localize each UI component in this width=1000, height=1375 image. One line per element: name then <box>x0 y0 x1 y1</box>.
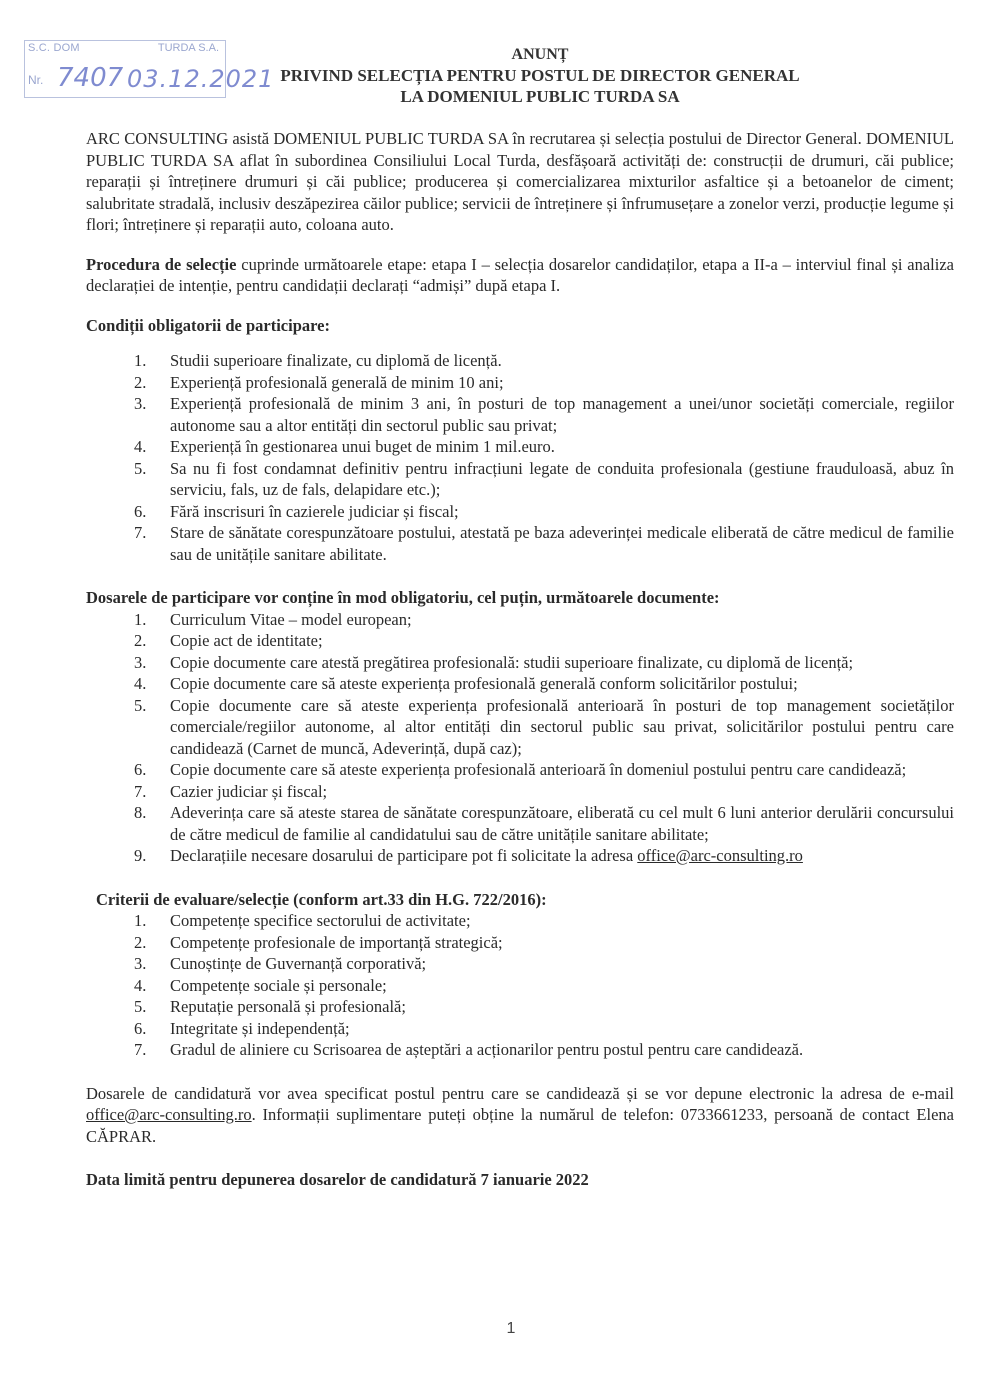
list-item <box>86 781 954 803</box>
list-item <box>86 609 954 631</box>
list-item <box>86 436 954 458</box>
announcement-subtitle: PRIVIND SELECȚIA PENTRU POSTUL DE DIRECTOR GENERAL <box>280 66 800 85</box>
stamp-number: 7407 <box>57 63 124 93</box>
item-text: Sa nu fi fost condamnat definitiv pentru infracțiuni legate de conduita profesionala (gestiune frauduloasă, abuz în serviciu, fals, uz de fals, delapidare etc.); <box>170 458 954 499</box>
list-item <box>86 695 954 760</box>
item-number: 9. <box>134 846 147 865</box>
item-number: 1. <box>134 609 147 629</box>
item-text: Stare de sănătate corespunzătoare postului, atestată pe baza adeverinței medicale eliberată de către medicul de familie sau de unitățile sanitare abilitate. <box>170 523 954 564</box>
conditions-heading: Condiții obligatorii de participare: <box>86 315 330 335</box>
list-item <box>86 652 954 674</box>
procedure-text: cuprinde următoarele etape: etapa I – selecția dosarelor candidaților, etapa a II-a – interviul final și analiza declarației de intenție, pentru candidații declarați “admiși” după etapa I. <box>86 254 954 295</box>
announcement-company: LA DOMENIUL PUBLIC TURDA SA <box>400 87 680 106</box>
stamp-nr-label: Nr. <box>28 73 44 87</box>
item-text: Reputație personală și profesională; <box>170 997 406 1016</box>
item-number: 4. <box>134 674 147 693</box>
list-item <box>86 1018 954 1040</box>
item-text: Experiență profesională generală de minim 10 ani; <box>170 372 504 392</box>
item-text: Cunoștințe de Guvernanță corporativă; <box>170 954 427 973</box>
item-number: 2. <box>134 372 147 392</box>
email-link[interactable]: office@arc-consulting.ro <box>86 1105 252 1124</box>
item-number: 1. <box>134 351 147 370</box>
item-number: 5. <box>134 997 147 1016</box>
item-number: 6. <box>134 1018 147 1038</box>
list-item <box>86 802 954 845</box>
item-text: Studii superioare finalizate, cu diplomă de licență. <box>170 351 502 370</box>
item-text: Copie documente care să ateste experiența profesională anterioară în posturi de top management societăților comerciale/regiilor autonome, al altor entități din sectorul public sau privat, solicitărilor postului pentru care candidează (Carnet de muncă, Adeverință, după caz); <box>170 695 954 758</box>
list-item <box>86 393 954 436</box>
criteria-list <box>86 910 954 1061</box>
item-text: Competențe specifice sectorului de activitate; <box>170 911 471 930</box>
item-text: Experiență profesională de minim 3 ani, în posturi de top management a unei/unor societăți comerciale, regiilor autonome sau a altor entități din sectorul public sau privat; <box>170 394 954 435</box>
page-number: 1 <box>506 1320 516 1337</box>
list-item <box>86 996 954 1018</box>
item-number: 4. <box>134 437 147 456</box>
item-number: 4. <box>134 975 147 995</box>
list-item <box>86 372 954 394</box>
list-item <box>86 501 954 523</box>
list-item <box>86 845 954 867</box>
document-body <box>86 128 954 1191</box>
item-number: 7. <box>134 523 147 542</box>
list-item <box>86 975 954 997</box>
item-number: 3. <box>134 394 147 413</box>
item-text: Adeverința care să ateste starea de sănătate corespunzătoare, eliberată cu cel mult 6 luni anterior derulării concursului de către medicul de familie al candidatului sau de către unitățile sanitare abilitate; <box>170 803 954 844</box>
list-item <box>86 458 954 501</box>
item-number: 1. <box>134 911 147 930</box>
list-item <box>86 673 954 695</box>
item-number: 8. <box>134 803 147 822</box>
list-item <box>86 1039 954 1061</box>
item-number: 3. <box>134 954 147 973</box>
item-text: Competențe profesionale de importanță strategică; <box>170 932 503 952</box>
item-text: Copie documente care atestă pregătirea profesională: studii superioare finalizate, cu diplomă de licență; <box>170 652 854 672</box>
item-number: 7. <box>134 1040 147 1059</box>
list-item <box>86 759 954 781</box>
item-text: Competențe sociale și personale; <box>170 975 387 995</box>
item-text: Experiență în gestionarea unui buget de minim 1 mil.euro. <box>170 437 555 456</box>
item-text: Curriculum Vitae – model european; <box>170 609 412 629</box>
item-text: Fără inscrisuri în cazierele judiciar și fiscal; <box>170 501 459 521</box>
item-text: Integritate și independență; <box>170 1018 350 1038</box>
item-number: 6. <box>134 501 147 521</box>
item-number: 2. <box>134 631 147 650</box>
item-text: Copie documente care să ateste experiența profesională anterioară în domeniul postului pentru care candidează; <box>170 760 907 779</box>
submission-paragraph <box>86 1083 954 1148</box>
submission-contact: . Informații suplimentare puteți obține la numărul de telefon: 0733661233, persoană de contact Elena CĂPRAR. <box>86 1105 954 1146</box>
list-item <box>86 522 954 565</box>
stamp-org-left: S.C. DOM <box>28 42 80 54</box>
list-item <box>86 953 954 975</box>
item-text: Declarațiile necesare dosarului de participare pot fi solicitate la adresa <box>170 846 638 865</box>
intro-paragraph: ARC CONSULTING asistă DOMENIUL PUBLIC TURDA SA în recrutarea și selecția postului de Director General. DOMENIUL PUBLIC TURDA SA aflat în subordinea Consiliului Local Turda, desfășoară activități de: construcții de drumuri, căi publice; reparații și întreținere drumuri și căi publice; producerea și comercializarea mixturilor asfaltice și a betoanelor de ciment; salubritate stradală, inclusiv deszăpezirea căilor publice; servicii de întreținere și înfrumusețare a zonelor verzi, producție legume și flori; întreținere și reparații auto, coloana auto. <box>86 129 954 234</box>
announcement-title: ANUNȚ <box>511 46 569 63</box>
procedure-label: Procedura de selecție <box>86 254 237 274</box>
item-number: 7. <box>134 781 147 801</box>
criteria-heading: Criterii de evaluare/selecție (conform art.33 din H.G. 722/2016): <box>96 889 547 909</box>
item-number: 5. <box>134 458 147 478</box>
item-text: Gradul de aliniere cu Scrisoarea de așteptări a acționarilor pentru postul pentru care candidează. <box>170 1040 804 1059</box>
email-link[interactable]: office@arc-consulting.ro <box>637 846 803 865</box>
list-item <box>86 932 954 954</box>
item-number: 3. <box>134 652 147 672</box>
documents-list <box>86 609 954 867</box>
stamp-date: 03.12.2021 <box>127 65 275 93</box>
list-item <box>86 350 954 372</box>
deadline-text: Data limită pentru depunerea dosarelor de candidatură 7 ianuarie 2022 <box>86 1170 589 1189</box>
item-number: 5. <box>134 695 147 715</box>
list-item <box>86 910 954 932</box>
list-item <box>86 630 954 652</box>
documents-heading: Dosarele de participare vor conține în mod obligatoriu, cel puțin, următoarele documente: <box>86 588 720 607</box>
conditions-list <box>86 350 954 565</box>
item-number: 6. <box>134 760 147 779</box>
item-text: Copie act de identitate; <box>170 631 323 650</box>
stamp-org-right: TURDA S.A. <box>157 42 219 54</box>
item-text: Cazier judiciar și fiscal; <box>170 781 328 801</box>
submission-text: Dosarele de candidatură vor avea specificat postul pentru care se candidează și se vor depune electronic la adresa de e-mail <box>86 1083 954 1103</box>
registration-stamp <box>24 40 275 98</box>
item-text: Copie documente care să ateste experiența profesională generală conform solicitărilor postului; <box>170 674 798 693</box>
procedure-paragraph <box>86 254 954 297</box>
item-number: 2. <box>134 932 147 952</box>
